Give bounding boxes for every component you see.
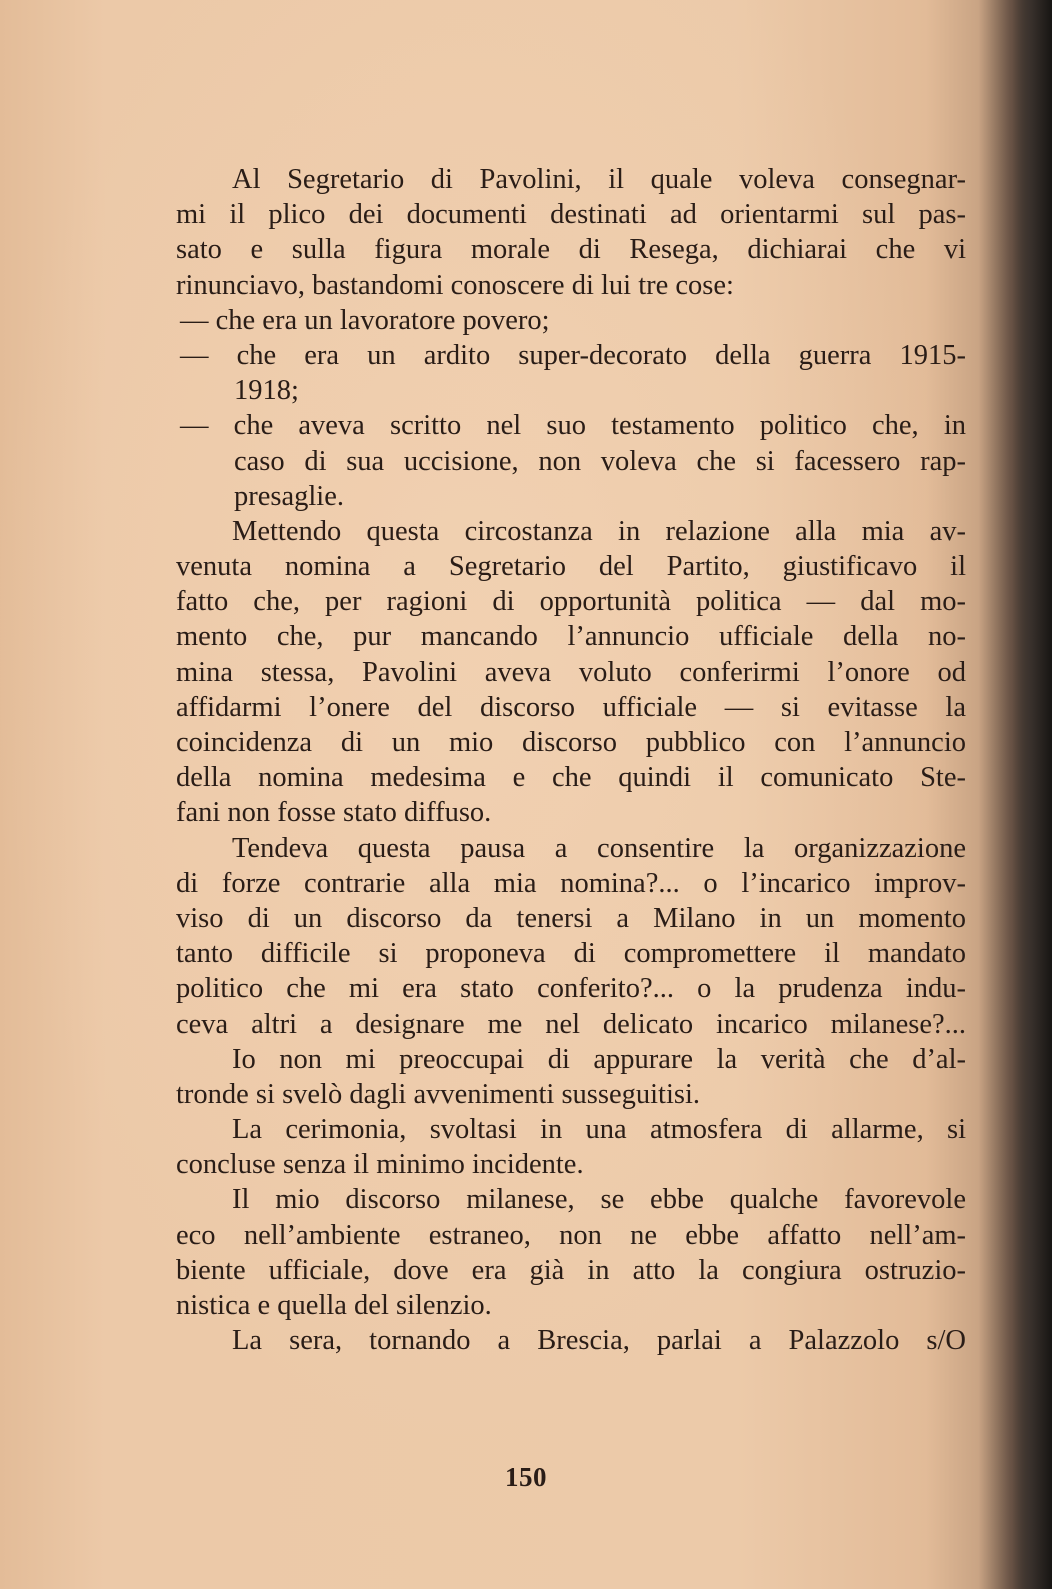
text-line: mi il plico dei documenti destinati ad orientarmi sul pas- <box>176 199 966 231</box>
text-line: tronde si svelò dagli avvenimenti susseguitisi. <box>176 1078 701 1110</box>
text-line: politico che mi era stato conferito?... o la prudenza indu- <box>176 973 966 1005</box>
book-gutter <box>1012 0 1052 1589</box>
text-line: tanto difficile si proponeva di compromettere il mandato <box>176 938 966 970</box>
list-item: — che era un ardito super-decorato della guerra 1915- <box>180 339 966 371</box>
body-text <box>176 162 966 1358</box>
text-line: biente ufficiale, dove era già in atto la congiura ostruzio- <box>176 1254 966 1286</box>
text-line: ceva altri a designare me nel delicato incarico milanese?... <box>176 1008 966 1040</box>
text-line: mento che, pur mancando l’annuncio ufficiale della no- <box>176 621 966 653</box>
page-number: 150 <box>505 1462 547 1492</box>
text-line: concluse senza il minimo incidente. <box>176 1149 584 1181</box>
text-line: caso di sua uccisione, non voleva che si facessero rap- <box>234 445 966 477</box>
text-line: Io non mi preoccupai di appurare la verità che d’al- <box>232 1043 966 1075</box>
text-line: venuta nomina a Segretario del Partito, giustificavo il <box>176 551 966 583</box>
text-line: Mettendo questa circostanza in relazione alla mia av- <box>232 515 966 547</box>
text-line: fani non fosse stato diffuso. <box>176 797 492 829</box>
text-line: 1918; <box>234 375 299 407</box>
list-item: — che era un lavoratore povero; <box>180 304 550 336</box>
text-line: rinunciavo, bastandomi conoscere di lui tre cose: <box>176 269 734 301</box>
text-line: La cerimonia, svoltasi in una atmosfera di allarme, si <box>232 1114 966 1146</box>
text-line: di forze contrarie alla mia nomina?... o l’incarico improv- <box>176 867 966 899</box>
text-line: fatto che, per ragioni di opportunità politica — dal mo- <box>176 586 966 618</box>
text-line: mina stessa, Pavolini aveva voluto conferirmi l’onore od <box>176 656 966 688</box>
text-line: Al Segretario di Pavolini, il quale voleva consegnar- <box>232 164 966 195</box>
text-line: nistica e quella del silenzio. <box>176 1290 492 1321</box>
text-line: Tendeva questa pausa a consentire la organizzazione <box>232 832 966 864</box>
text-line: affidarmi l’onere del discorso ufficiale — si evitasse la <box>176 691 966 723</box>
list-item: — che aveva scritto nel suo testamento politico che, in <box>180 410 966 442</box>
text-line: presaglie. <box>234 480 344 512</box>
text-line: sato e sulla figura morale di Resega, dichiarai che vi <box>176 234 966 266</box>
text-line: eco nell’ambiente estraneo, non ne ebbe affatto nell’am- <box>176 1219 966 1251</box>
text-line: coincidenza di un mio discorso pubblico con l’annuncio <box>176 727 966 758</box>
text-line: La sera, tornando a Brescia, parlai a Palazzolo s/O <box>232 1325 966 1357</box>
text-line: della nomina medesima e che quindi il comunicato Ste- <box>176 762 966 794</box>
text-line: Il mio discorso milanese, se ebbe qualche favorevole <box>232 1184 966 1216</box>
text-line: viso di un discorso da tenersi a Milano in un momento <box>176 902 966 934</box>
